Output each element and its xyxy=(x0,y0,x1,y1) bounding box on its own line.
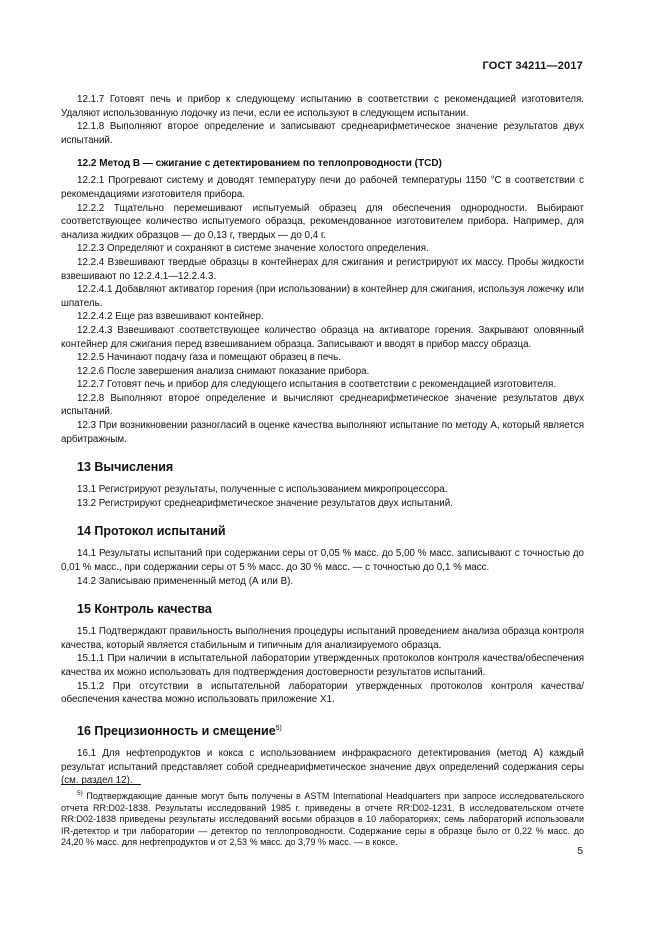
paragraph: 15.1.1 При наличии в испытательной лаборатории утвержденных протоколов контроля качества/обеспечения качества их можно использовать для подтверждения достоверности результатов испытаний. xyxy=(61,653,584,678)
paragraph: 12.2.1 Прогревают систему и доводят температуру печи до рабочей температуры 1150 °С в соответствии с рекомендациями изготовителя прибора. xyxy=(61,175,584,200)
paragraph: 12.2.6 После завершения анализа снимают показание прибора. xyxy=(77,365,370,377)
paragraph: 12.2.4.1 Добавляют активатор горения (при использовании) в контейнер для сжигания, используя ложечку или шпатель. xyxy=(61,284,584,309)
subsection-heading: 12.2 Метод В — сжигание с детектированием по теплопроводности (TCD) xyxy=(77,158,442,170)
paragraph: 12.2.4.2 Еще раз взвешивают контейнер. xyxy=(77,311,264,323)
footnote-body: Подтверждающие данные могут быть получены в ASTM International Headquarters при запросе исследовательского отчета RR:D02-1838. Результаты исследований 1985 г. приведены в отчете RR:D02-1231. В исследовательском отчете RR:D02-1838 приведены результаты исследований восьми образцов в 10 лабораториях; семь лабораторий использовали IR-детектор и три лаборатории — детектор по теплопроводности. Содержание серы в образце было от 0,22 % масс. до 24,20 % масс. для нефтепродуктов и от 2,53 % масс. до 3,79 % масс. — в коксе. xyxy=(61,791,584,848)
paragraph: 12.2.5 Начинают подачу газа и помещают образец в печь. xyxy=(77,352,341,364)
paragraph: 14.2 Записываю примененный метод (А или В). xyxy=(77,575,294,587)
paragraph: 12.2.7 Готовят печь и прибор для следующего испытания в соответствии с рекомендацией изготовителя. xyxy=(77,379,557,391)
paragraph: 12.1.8 Выполняют второе определение и записывают среднеарифметическое значение результатов двух испытаний. xyxy=(61,121,584,146)
paragraph: 14.1 Результаты испытаний при содержании серы от 0,05 % масс. до 5,00 % масс. записывают с точностью до 0,01 % масс., при содержании серы от 5 % масс. до 30 % масс. — с точностью до 0,1 % масс. xyxy=(61,548,584,574)
footnote-text xyxy=(61,788,584,849)
paragraph: 12.2.8 Выполняют второе определение и вычисляют среднеарифметическое значение результатов двух испытаний. xyxy=(61,392,584,418)
paragraph: 13.2 Регистрируют среднеарифметическое значение результатов двух испытаний. xyxy=(77,497,453,509)
paragraph: 16.1 Для нефтепродуктов и кокса с использованием инфракрасного детектирования (метод А) каждый результат испытаний представляет собой среднеарифметическое значение двух определений содержания серы (см. раздел 12). xyxy=(61,747,584,787)
footnote xyxy=(61,784,584,849)
section-heading-text: 13 Вычисления xyxy=(77,460,174,475)
paragraph: 15.1 Подтверждают правильность выполнения процедуры испытаний проведением анализа образца контроля качества, который является стабильным и типичным для анализируемого образца. xyxy=(61,626,584,651)
paragraph: 15.1.2 При отсутствии в испытательной лаборатории утвержденных протоколов контроля качества/обеспечения качества можно использовать приложение Х1. xyxy=(61,680,584,706)
paragraph: 12.2.4.3 Взвешивают соответствующее количество образца на активаторе горения. Закрывают оловянный контейнер для сжигания перед взвешиванием образца. Записывают и вводят в прибор массу образца. xyxy=(61,324,584,350)
section-heading-text: 14 Протокол испытаний xyxy=(77,524,226,539)
section-heading xyxy=(77,524,584,539)
page-number: 5 xyxy=(577,846,583,857)
footnote-reference: 5) xyxy=(275,724,282,732)
footnote-divider xyxy=(61,784,141,785)
section-heading xyxy=(77,602,584,617)
document-body xyxy=(61,93,584,788)
paragraph: 12.2.4 Взвешивают твердые образцы в контейнерах для сжигания и регистрируют их массу. Пробы жидкости взвешивают по 12.2.4.1—12.2.4.3. xyxy=(61,256,584,282)
paragraph: 12.2.2 Тщательно перемешивают испытуемый образец для обеспечения однородности. Выбирают соответствующее количество испытуемого образца, рекомендованное изготовителем прибора. Например, для анализа жидких образцов — до 0,13 г, твердых — до 0,4 г. xyxy=(61,202,584,241)
section-heading-text: 15 Контроль качества xyxy=(77,602,212,617)
section-heading xyxy=(77,721,584,739)
section-heading xyxy=(77,460,584,475)
paragraph: 12.2.3 Определяют и сохраняют в системе значение холостого определения. xyxy=(77,243,429,255)
paragraph: 12.1.7 Готовят печь и прибор к следующему испытанию в соответствии с рекомендацией изготовителя. Удаляют использованную лодочку из печи, если ее используют в следующем испытании. xyxy=(61,94,584,119)
document-header: ГОСТ 34211—2017 xyxy=(482,60,583,72)
paragraph: 12.3 При возникновении разногласий в оценке качества выполняют испытание по методу А, который является арбитражным. xyxy=(61,420,584,445)
paragraph: 13.1 Регистрируют результаты, полученные с использованием микропроцессора. xyxy=(77,484,448,496)
footnote-marker: 5) xyxy=(77,790,83,797)
section-heading-text: 16 Прецизионность и смещение xyxy=(77,723,276,738)
